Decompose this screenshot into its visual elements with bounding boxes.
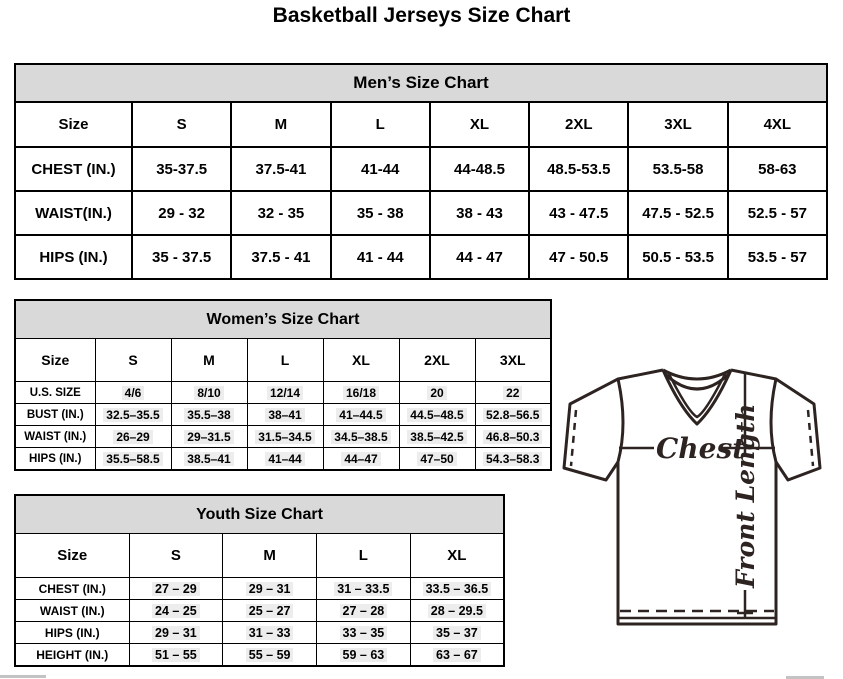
size-value: 31.5–34.5 [247,426,323,448]
size-value: 46.8–50.3 [475,426,551,448]
size-value: 35-37.5 [132,147,231,191]
table-row [15,235,827,279]
size-value: 34.5–38.5 [323,426,399,448]
size-value: 47 - 50.5 [529,235,628,279]
row-label: HIPS (IN.) [15,448,95,471]
row-label: BUST (IN.) [15,404,95,426]
size-value: 38 - 43 [430,191,529,235]
sleeve-dash-line [571,410,576,466]
table-row [15,382,551,404]
table-row [15,578,504,600]
size-value: 32.5–35.5 [95,404,171,426]
size-value: 43 - 47.5 [529,191,628,235]
size-value: 59 – 63 [317,644,411,667]
row-label: CHEST (IN.) [15,147,132,191]
size-value: 25 – 27 [223,600,317,622]
size-value: 12/14 [247,382,323,404]
table-row [15,644,504,667]
size-value: 50.5 - 53.5 [628,235,727,279]
size-value: 48.5-53.5 [529,147,628,191]
womens-table-title: Women’s Size Chart [15,300,551,339]
size-value: 35 - 37.5 [132,235,231,279]
size-value: 52.8–56.5 [475,404,551,426]
size-value: 44 - 47 [430,235,529,279]
size-value: 29 - 32 [132,191,231,235]
mens-table-title: Men’s Size Chart [15,64,827,102]
size-value: 33 – 35 [317,622,411,644]
size-value: 63 – 67 [410,644,504,667]
womens-col-header: L [247,339,323,382]
row-label: WAIST (IN.) [15,600,129,622]
womens-col-header: XL [323,339,399,382]
youth-col-header: L [317,534,411,578]
size-value: 29 – 31 [223,578,317,600]
page-title: Basketball Jerseys Size Chart [272,4,571,27]
size-value: 37.5 - 41 [231,235,330,279]
size-value: 41–44 [247,448,323,471]
table-row [15,448,551,471]
youth-col-header: Size [15,534,129,578]
size-value: 38.5–42.5 [399,426,475,448]
size-value: 32 - 35 [231,191,330,235]
table-row [15,600,504,622]
row-label: HIPS (IN.) [15,235,132,279]
mens-col-header: 4XL [728,102,827,147]
row-label: HEIGHT (IN.) [15,644,129,667]
size-value: 24 – 25 [129,600,223,622]
jersey-measurement-diagram [562,366,822,628]
size-value: 16/18 [323,382,399,404]
row-label: U.S. SIZE [15,382,95,404]
size-value: 35.5–58.5 [95,448,171,471]
size-value: 41–44.5 [323,404,399,426]
size-value: 28 – 29.5 [410,600,504,622]
size-value: 31 – 33 [223,622,317,644]
row-label: WAIST (IN.) [15,426,95,448]
youth-header-row [15,534,504,578]
size-value: 35 – 37 [410,622,504,644]
size-value: 35 - 38 [331,191,430,235]
size-value: 8/10 [171,382,247,404]
youth-col-header: M [223,534,317,578]
size-value: 47.5 - 52.5 [628,191,727,235]
mens-size-table [14,63,828,280]
size-value: 41 - 44 [331,235,430,279]
size-value: 53.5-58 [628,147,727,191]
size-value: 52.5 - 57 [728,191,827,235]
size-value: 47–50 [399,448,475,471]
youth-table-title: Youth Size Chart [15,495,504,534]
size-value: 53.5 - 57 [728,235,827,279]
youth-col-header: XL [410,534,504,578]
size-value: 38.5–41 [171,448,247,471]
womens-col-header: M [171,339,247,382]
size-value: 31 – 33.5 [317,578,411,600]
mens-col-header: Size [15,102,132,147]
size-value: 54.3–58.3 [475,448,551,471]
womens-col-header: S [95,339,171,382]
size-value: 55 – 59 [223,644,317,667]
jersey-outline [564,370,820,624]
table-row [15,404,551,426]
mens-col-header: XL [430,102,529,147]
mens-col-header: M [231,102,330,147]
size-value: 20 [399,382,475,404]
womens-size-table [14,299,552,471]
chest-label: Chest [656,432,746,465]
size-value: 58-63 [728,147,827,191]
size-value: 35.5–38 [171,404,247,426]
mens-col-header: L [331,102,430,147]
sleeve-dash-line [808,410,813,466]
table-row [15,622,504,644]
row-label: CHEST (IN.) [15,578,129,600]
size-value: 4/6 [95,382,171,404]
mens-col-header: 3XL [628,102,727,147]
table-row [15,191,827,235]
size-value: 37.5-41 [231,147,330,191]
size-value: 44–47 [323,448,399,471]
size-value: 22 [475,382,551,404]
size-value: 44-48.5 [430,147,529,191]
size-value: 33.5 – 36.5 [410,578,504,600]
womens-header-row [15,339,551,382]
horizontal-scrollbar-fragment[interactable] [0,675,46,678]
mens-col-header: 2XL [529,102,628,147]
row-label: WAIST(IN.) [15,191,132,235]
size-value: 44.5–48.5 [399,404,475,426]
table-row [15,147,827,191]
mens-col-header: S [132,102,231,147]
size-value: 27 – 29 [129,578,223,600]
row-label: HIPS (IN.) [15,622,129,644]
womens-col-header: 2XL [399,339,475,382]
size-value: 27 – 28 [317,600,411,622]
size-value: 26–29 [95,426,171,448]
front-length-label: Front Length [731,403,760,588]
size-value: 29 – 31 [129,622,223,644]
size-value: 51 – 55 [129,644,223,667]
table-row [15,426,551,448]
mens-header-row [15,102,827,147]
size-value: 41-44 [331,147,430,191]
womens-col-header: 3XL [475,339,551,382]
size-value: 29–31.5 [171,426,247,448]
womens-col-header: Size [15,339,95,382]
youth-col-header: S [129,534,223,578]
size-value: 38–41 [247,404,323,426]
youth-size-table [14,494,505,667]
